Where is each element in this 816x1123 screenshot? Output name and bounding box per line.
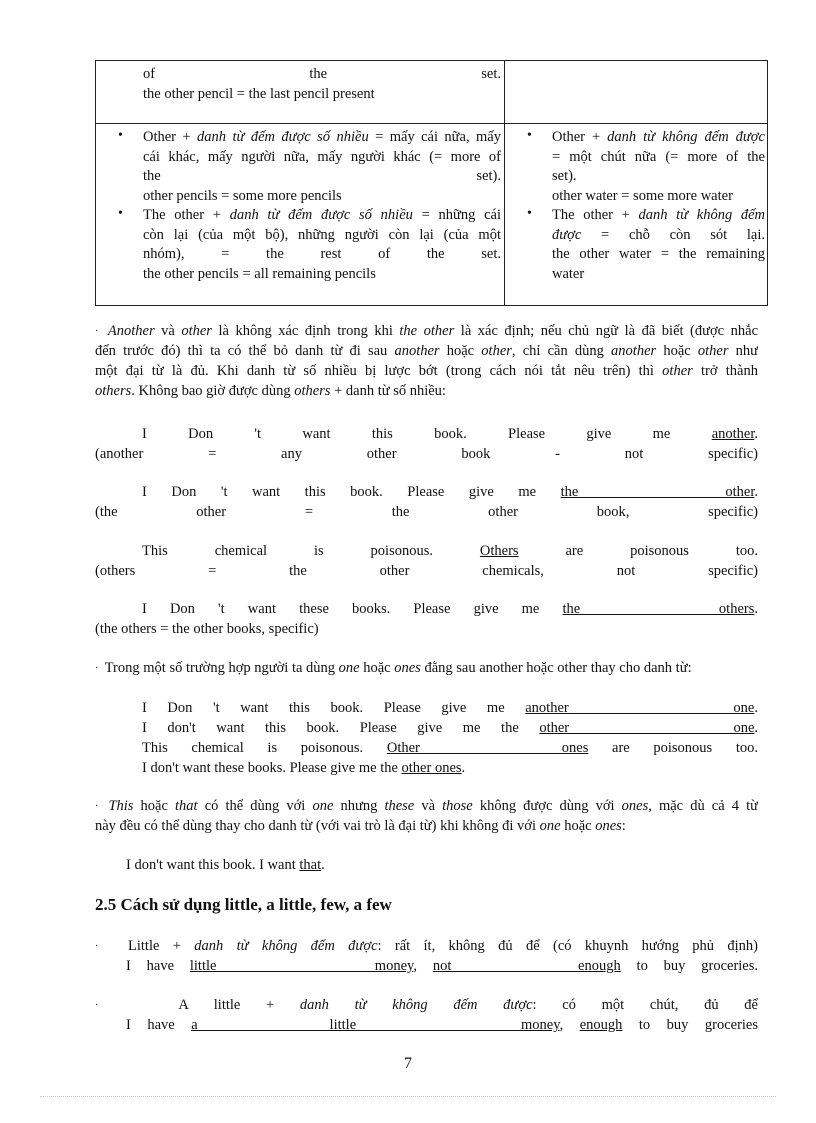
table-line: water: [552, 265, 585, 282]
example-line: (the other = the other book, specific): [95, 504, 758, 520]
example-line: I have a little money, enough to buy groceries: [126, 1017, 758, 1033]
table-line: cái khác, mấy người nữa, mấy người khác (= more of: [143, 148, 501, 165]
text-line: một đại từ là đủ. Khi danh từ số nhiều bị lược bớt (trong cách nói tắt nêu trên) thì other trở thành: [95, 363, 758, 379]
table-line: other water = some more water: [552, 187, 733, 204]
table-line: set).: [552, 168, 577, 184]
text-line: others. Không bao giờ được dùng others + danh từ số nhiều:: [95, 383, 446, 399]
example-another: [95, 424, 758, 464]
example-the-others: [95, 599, 758, 639]
example-the-other: [95, 482, 758, 522]
table-line: of the set.: [143, 66, 501, 82]
table-line: • Other + danh từ đếm được số nhiều = mấy cái nữa, mấy: [143, 129, 501, 145]
text-line: · Trong một số trường hợp người ta dùng one hoặc ones đằng sau another hoặc other thay cho danh từ:: [95, 660, 692, 676]
paragraph-another-other: [95, 321, 758, 401]
page-number: 7: [404, 1055, 412, 1072]
example-line: I Don 't want this book. Please give me another.: [142, 426, 758, 442]
a-little-rule: [95, 995, 758, 1035]
example-line: I Don 't want this book. Please give me another one.: [142, 700, 758, 716]
example-line: I Don 't want this book. Please give me the other.: [142, 484, 758, 500]
table-line: the other pencil = the last pencil present: [143, 85, 375, 102]
text-line: · This hoặc that có thể dùng với one nhưng these và those không được dùng với ones, mặc dù cả 4 từ: [95, 798, 758, 814]
example-line: I don't want this book. I want that.: [126, 857, 325, 873]
table-line: the other water = the remaining: [552, 246, 765, 262]
example-line: This chemical is poisonous. Other ones are poisonous too.: [142, 740, 758, 756]
table-line: the set).: [143, 168, 501, 184]
table-line: = một chút nữa (= more of the: [552, 148, 765, 165]
example-line: This chemical is poisonous. Others are poisonous too.: [142, 543, 758, 559]
text-line: này đều có thể dùng thay cho danh từ (với vai trò là đại từ) khi không đi với one hoặc ones:: [95, 818, 626, 834]
text-line: · Little + danh từ không đếm được: rất ít, không đủ để (có khuynh hướng phủ định): [95, 938, 758, 954]
table-cell: [505, 124, 768, 306]
example-line: (another = any other book - not specific): [95, 446, 758, 462]
example-one-ones: [95, 698, 758, 778]
table-line: • The other + danh từ đếm được số nhiều = những cái: [143, 207, 501, 223]
table-line: còn lại (của một bộ), những người còn lại (của một: [143, 226, 501, 243]
paragraph-one-ones: [95, 658, 758, 678]
table-line: other pencils = some more pencils: [143, 187, 342, 204]
table-line: • Other + danh từ không đếm được: [552, 129, 765, 145]
table-line: được = chỗ còn sót lại.: [552, 226, 765, 243]
table-line: the other pencils = all remaining pencils: [143, 265, 376, 282]
example-others: [95, 541, 758, 581]
section-heading: 2.5 Cách sử dụng little, a little, few, a few: [95, 895, 392, 914]
usage-table: [95, 60, 768, 306]
table-cell: [96, 61, 505, 124]
example-line: (others = the other chemicals, not specific): [95, 563, 758, 579]
table-line: nhóm), = the rest of the set.: [143, 246, 501, 262]
example-line: I have little money, not enough to buy groceries.: [126, 958, 758, 974]
text-line: · A little + danh từ không đếm được: có một chút, đủ để: [95, 997, 758, 1013]
example-line: (the others = the other books, specific): [95, 621, 319, 637]
table-cell: [96, 124, 505, 306]
example-line: I don't want these books. Please give me the other ones.: [142, 760, 466, 776]
little-rule: [95, 936, 758, 976]
example-line: I don't want this book. Please give me the other one.: [142, 720, 758, 736]
example-line: I Don 't want these books. Please give me the others.: [142, 601, 758, 617]
text-line: đến trước đó) thì ta có thể bỏ danh từ đi sau another hoặc other, chỉ cần dùng another hoặc other như: [95, 343, 758, 359]
table-line: • The other + danh từ không đếm: [552, 207, 765, 223]
paragraph-this-that: [95, 796, 758, 836]
example-that: [95, 855, 758, 875]
page-divider: [40, 1096, 776, 1097]
table-cell: [505, 61, 768, 124]
text-line: · Another và other là không xác định trong khi the other là xác định; nếu chủ ngữ là đã biết (được nhắc: [95, 323, 758, 339]
